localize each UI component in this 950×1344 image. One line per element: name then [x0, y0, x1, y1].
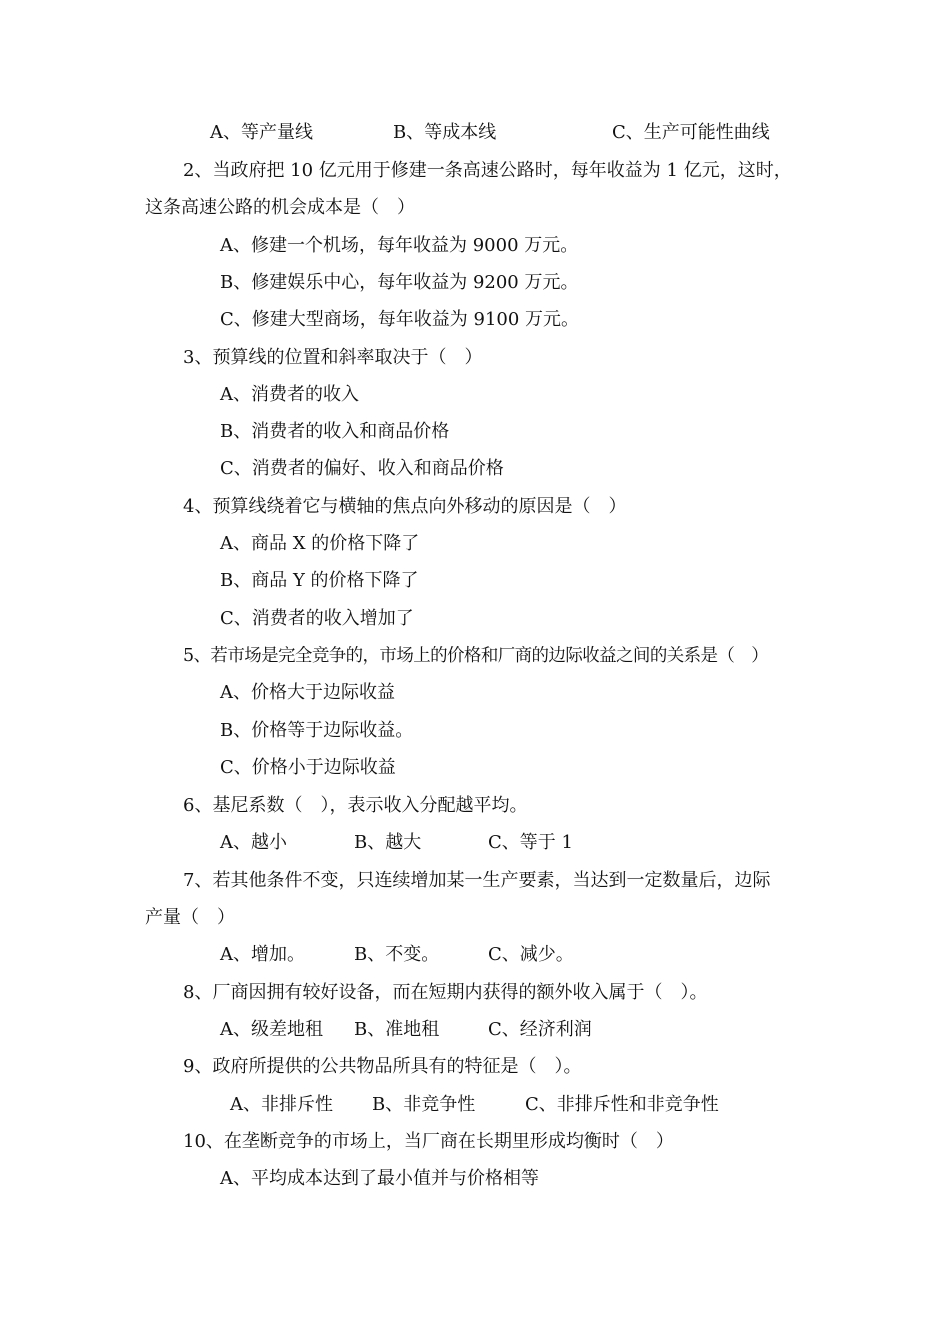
q9-option-b: B、非竞争性	[372, 1094, 476, 1115]
q5-stem: 5、若市场是完全竞争的，市场上的价格和厂商的边际收益之间的关系是（ ）	[183, 646, 769, 666]
q3-option-b: B、消费者的收入和商品价格	[220, 421, 450, 442]
q5-option-a: A、价格大于边际收益	[220, 682, 395, 703]
q6-option-c: C、等于 1	[488, 832, 573, 853]
q2-option-a: A、修建一个机场，每年收益为 9000 万元。	[220, 235, 579, 256]
q4-option-b: B、商品 Y 的价格下降了	[220, 570, 419, 591]
q2-stem-line1: 2、当政府把 10 亿元用于修建一条高速公路时，每年收益为 1 亿元，这时，	[183, 160, 792, 181]
q2-option-c: C、修建大型商场，每年收益为 9100 万元。	[220, 309, 580, 330]
q8-option-c: C、经济利润	[488, 1019, 592, 1040]
q2-stem-line2: 这条高速公路的机会成本是（ ）	[145, 197, 415, 218]
q7-option-b: B、不变。	[354, 944, 440, 965]
q7-option-a: A、增加。	[220, 944, 305, 965]
q8-stem: 8、厂商因拥有较好设备，而在短期内获得的额外收入属于（ ）。	[183, 982, 708, 1003]
q4-option-a: A、商品 X 的价格下降了	[220, 533, 420, 554]
q1-option-b: B、等成本线	[393, 122, 497, 143]
q7-stem-line2: 产量（ ）	[145, 907, 235, 928]
q1-option-c: C、生产可能性曲线	[612, 122, 770, 143]
q8-option-b: B、准地租	[354, 1019, 440, 1040]
q10-stem: 10、在垄断竞争的市场上，当厂商在长期里形成均衡时（ ）	[183, 1131, 674, 1152]
q6-option-a: A、越小	[220, 832, 287, 853]
q6-stem: 6、基尼系数（ ），表示收入分配越平均。	[183, 795, 528, 816]
q7-option-c: C、减少。	[488, 944, 574, 965]
q6-option-b: B、越大	[354, 832, 422, 853]
q3-option-a: A、消费者的收入	[220, 384, 359, 405]
q4-stem: 4、预算线绕着它与横轴的焦点向外移动的原因是（ ）	[183, 496, 627, 517]
q4-option-c: C、消费者的收入增加了	[220, 608, 414, 629]
q8-option-a: A、级差地租	[220, 1019, 323, 1040]
q5-option-c: C、价格小于边际收益	[220, 757, 396, 778]
q3-option-c: C、消费者的偏好、收入和商品价格	[220, 458, 504, 479]
q9-stem: 9、政府所提供的公共物品所具有的特征是（ ）。	[183, 1056, 582, 1077]
q5-option-b: B、价格等于边际收益。	[220, 720, 414, 741]
q7-stem-line1: 7、若其他条件不变，只连续增加某一生产要素，当达到一定数量后，边际	[183, 870, 771, 891]
q10-option-a: A、平均成本达到了最小值并与价格相等	[220, 1168, 539, 1189]
q3-stem: 3、预算线的位置和斜率取决于（ ）	[183, 347, 483, 368]
q1-option-a: A、等产量线	[210, 122, 313, 143]
q9-option-c: C、非排斥性和非竞争性	[525, 1094, 719, 1115]
q2-option-b: B、修建娱乐中心，每年收益为 9200 万元。	[220, 272, 579, 293]
q9-option-a: A、非排斥性	[230, 1094, 333, 1115]
